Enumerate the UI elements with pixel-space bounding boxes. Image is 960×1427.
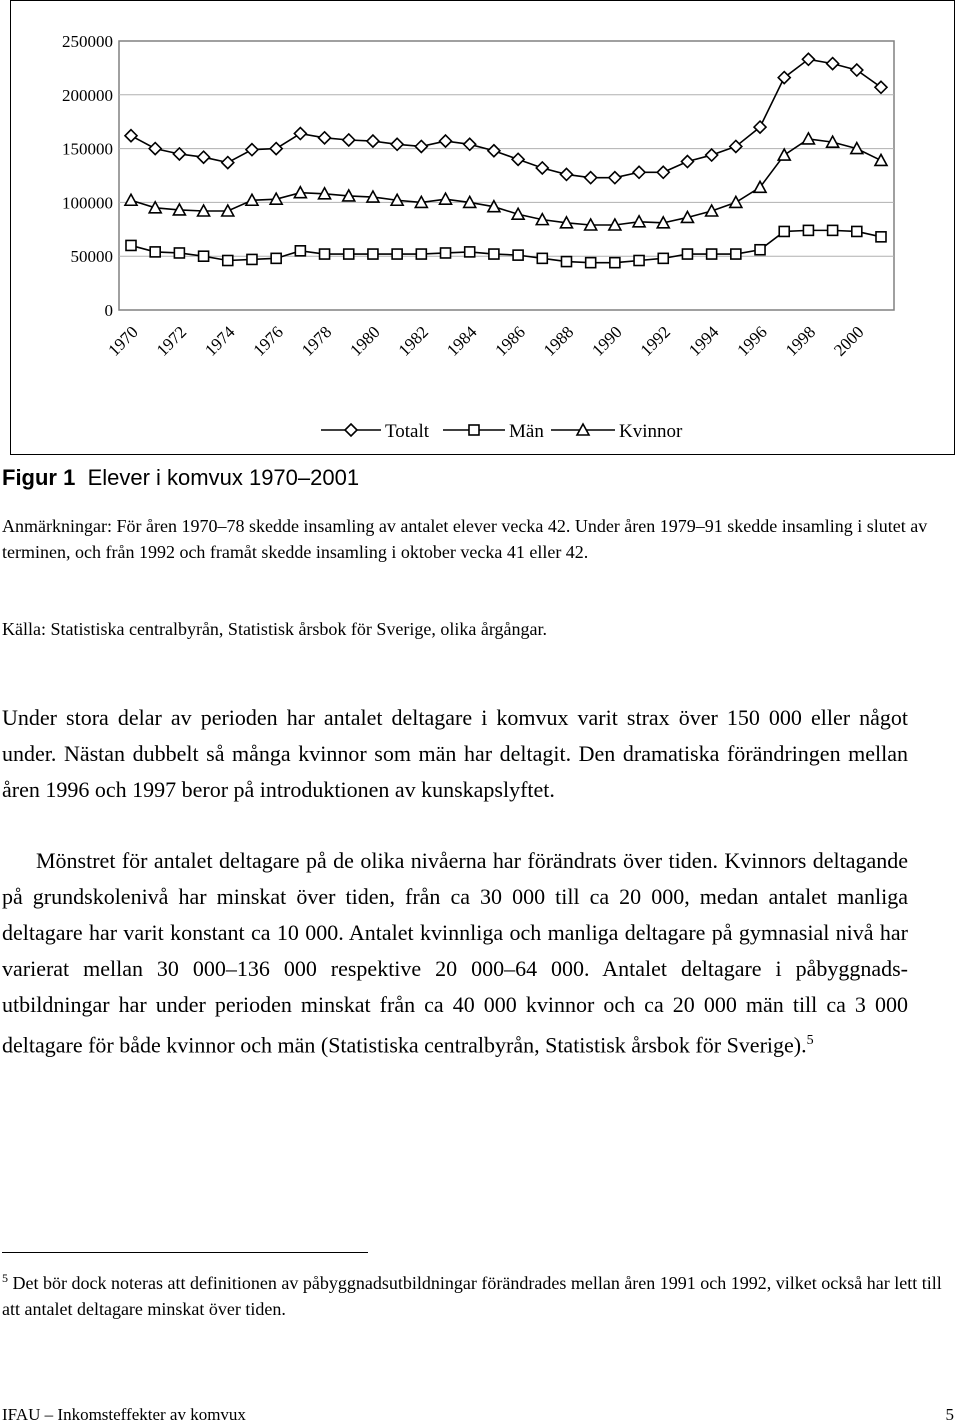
data-point-mn <box>247 254 257 264</box>
x-tick-label: 1972 <box>152 322 191 360</box>
x-tick-label: 1988 <box>539 322 578 360</box>
data-point-totalt <box>440 135 452 147</box>
x-tick-label: 1980 <box>346 322 384 360</box>
data-point-kvinnor <box>802 133 814 144</box>
y-tick-label: 200000 <box>62 85 113 105</box>
legend-label-kvinnor: Kvinnor <box>619 421 683 442</box>
data-point-totalt <box>657 166 669 178</box>
data-point-mn <box>682 249 692 259</box>
data-point-mn <box>416 249 426 259</box>
y-tick-label: 150000 <box>62 139 113 159</box>
data-point-mn <box>852 226 862 236</box>
data-point-totalt <box>633 166 645 178</box>
data-point-mn <box>489 249 499 259</box>
data-point-mn <box>658 253 668 263</box>
y-tick-label: 250000 <box>62 32 113 51</box>
data-point-mn <box>586 258 596 268</box>
data-point-mn <box>513 250 523 260</box>
data-point-mn <box>174 248 184 258</box>
data-point-totalt <box>415 140 427 152</box>
data-point-totalt <box>270 143 282 155</box>
data-point-mn <box>610 258 620 268</box>
footnote-number: 5 <box>2 1271 8 1285</box>
data-point-mn <box>199 251 209 261</box>
data-point-totalt <box>706 149 718 161</box>
series-line-kvinnor <box>131 139 881 225</box>
data-point-mn <box>441 248 451 258</box>
data-point-totalt <box>681 156 693 168</box>
y-tick-label: 100000 <box>62 193 113 213</box>
data-point-mn <box>779 226 789 236</box>
data-point-totalt <box>319 132 331 144</box>
x-tick-label: 1986 <box>491 322 529 360</box>
data-point-kvinnor <box>778 149 790 160</box>
data-point-totalt <box>222 157 234 169</box>
x-tick-label: 1982 <box>394 322 433 360</box>
data-point-totalt <box>125 130 137 142</box>
data-point-mn <box>537 253 547 263</box>
data-point-mn <box>465 247 475 257</box>
data-point-mn <box>561 257 571 267</box>
data-point-totalt <box>778 72 790 84</box>
data-point-mn <box>295 246 305 256</box>
data-point-mn <box>320 249 330 259</box>
x-tick-label: 1970 <box>104 322 142 360</box>
data-point-mn <box>707 249 717 259</box>
footnote-text: Det bör dock noteras att definitionen av påbyggnadsutbildningar förändrades mellan åren 1991 och 1992, vilket också har lett till att antalet deltagare minskat över tiden. <box>2 1273 942 1319</box>
x-tick-label: 1984 <box>443 322 481 360</box>
series-line-mn <box>131 230 881 262</box>
chart-svg <box>11 1 956 456</box>
figure-chart <box>10 0 955 455</box>
data-point-totalt <box>827 58 839 70</box>
x-tick-label: 2000 <box>830 322 868 360</box>
x-tick-label: 1978 <box>297 322 336 360</box>
data-point-mn <box>755 245 765 255</box>
plot-area <box>119 41 894 310</box>
footnote-separator <box>2 1252 368 1253</box>
x-tick-label: 1992 <box>636 322 675 360</box>
body-paragraph-2-text: Mönstret för antalet deltagare på de olika nivåerna har förändrats över tiden. Kvinnors deltagande på grundskolenivå har minskat över tiden, från ca 30 000 till ca 20 000, medan antalet manliga deltagare har varit konstant ca 10 000. Antalet kvinnliga och manliga deltagare på gymnasial nivå har varierat mellan 30 000–136 000 respektive 20 000–64 000. Antalet deltagare i påbyggnads-utbildningar har under perioden minskat från ca 40 000 kvinnor och ca 20 000 män till ca 3 000 deltagare för både kvinnor och män (Statistiska centralbyrån, Statistisk årsbok för Sverige). <box>2 848 908 1058</box>
data-point-kvinnor <box>706 205 718 216</box>
data-point-mn <box>828 225 838 235</box>
data-point-totalt <box>198 151 210 163</box>
data-point-mn <box>368 249 378 259</box>
data-point-mn <box>876 232 886 242</box>
figure-caption-text: Elever i komvux 1970–2001 <box>87 465 360 490</box>
data-point-mn <box>731 249 741 259</box>
footnote <box>2 1265 942 1322</box>
page-footer-title: IFAU – Inkomsteffekter av komvux <box>2 1405 246 1424</box>
y-tick-label: 0 <box>104 301 113 320</box>
figure-source: Källa: Statistiska centralbyrån, Statistisk årsbok för Sverige, olika årgångar. <box>2 619 548 639</box>
data-point-mn <box>126 240 136 250</box>
x-tick-label: 1974 <box>201 322 239 360</box>
data-point-totalt <box>802 53 814 65</box>
data-point-mn <box>803 225 813 235</box>
y-tick-label: 50000 <box>70 247 113 267</box>
figure-caption <box>2 465 359 491</box>
data-point-totalt <box>343 134 355 146</box>
data-point-totalt <box>851 64 863 76</box>
x-tick-label: 1998 <box>781 322 820 360</box>
data-point-totalt <box>875 81 887 93</box>
data-point-mn <box>271 253 281 263</box>
footnote-reference: 5 <box>806 1033 814 1048</box>
data-point-kvinnor <box>125 194 137 205</box>
data-point-kvinnor <box>440 193 452 204</box>
data-point-totalt <box>294 128 306 140</box>
legend-label-mn: Män <box>509 421 544 442</box>
body-paragraph-2 <box>2 843 908 1063</box>
figure-note: Anmärkningar: För åren 1970–78 skedde insamling av antalet elever vecka 42. Under åren 1979–91 skedde insamling i slutet av terminen, och från 1992 och framåt skedde insamling i oktober vecka 41 eller 42. <box>2 516 928 562</box>
x-tick-label: 1994 <box>684 322 723 360</box>
x-tick-label: 1976 <box>249 322 287 360</box>
data-point-totalt <box>585 172 597 184</box>
data-point-kvinnor <box>875 154 887 165</box>
data-point-mn <box>634 256 644 266</box>
data-point-totalt <box>149 143 161 155</box>
data-point-mn <box>344 249 354 259</box>
data-point-totalt <box>560 168 572 180</box>
data-point-mn <box>223 256 233 266</box>
body-paragraph-1: Under stora delar av perioden har antalet deltagare i komvux varit strax över 150 000 eller något under. Nästan dubbelt så många kvinnor som män har deltagit. Den dramatiska förändringen mellan åren 1996 och 1997 beror på introduktionen av kunskapslyftet. <box>2 705 908 802</box>
legend-marker-mn <box>469 425 479 435</box>
legend-marker-totalt <box>345 424 357 436</box>
x-tick-label: 1990 <box>588 322 626 360</box>
data-point-totalt <box>536 162 548 174</box>
figure-caption-label: Figur 1 <box>2 465 76 490</box>
data-point-mn <box>150 247 160 257</box>
data-point-totalt <box>246 144 258 156</box>
legend-label-totalt: Totalt <box>385 421 430 442</box>
data-point-totalt <box>173 148 185 160</box>
data-point-totalt <box>609 172 621 184</box>
data-point-mn <box>392 249 402 259</box>
data-point-totalt <box>367 135 379 147</box>
x-tick-label: 1996 <box>733 322 771 360</box>
data-point-totalt <box>512 153 524 165</box>
data-point-totalt <box>488 145 500 157</box>
page-number: 5 <box>945 1405 954 1424</box>
series-line-totalt <box>131 59 881 177</box>
